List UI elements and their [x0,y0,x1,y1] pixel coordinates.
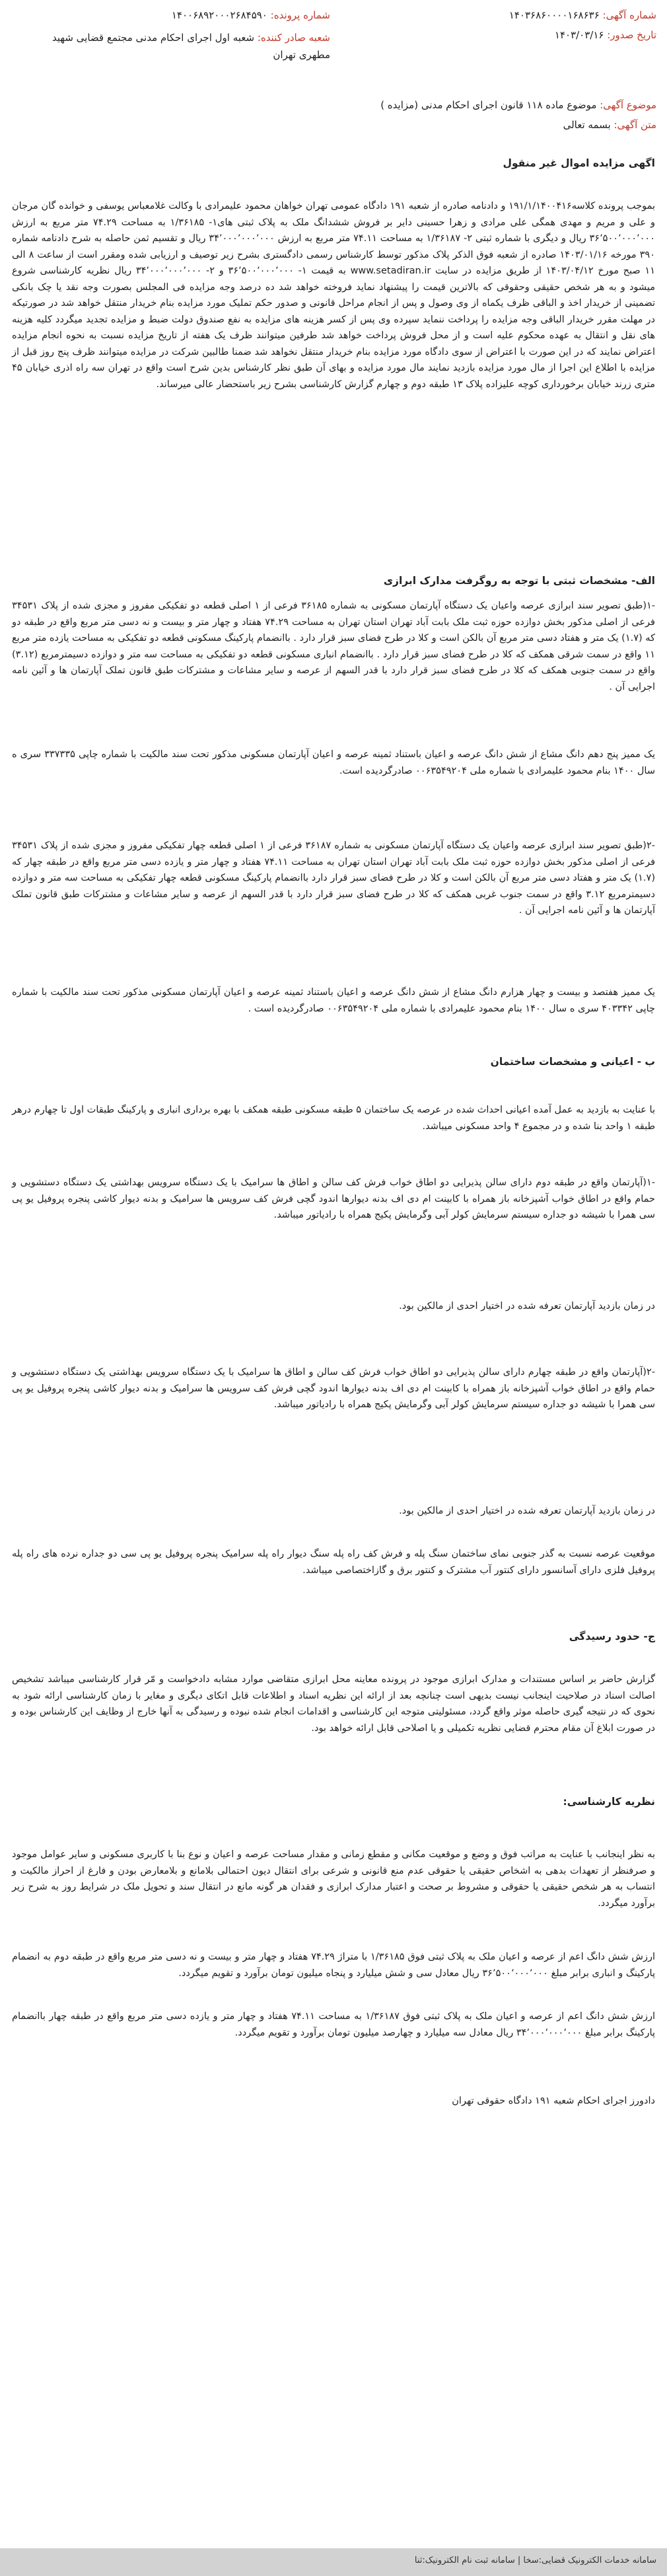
section-b-common-parts [12,1546,655,1578]
section-d-value-1-text: ارزش شش دانگ اعم از عرصه و اعیان ملک به پلاک ثبتی فوق ۱/۳۶۱۸۵ با متراژ ۷۴.۲۹ هفتاد و چهار متر و بیست و نه دسی متر مربع واقع در طبقه دوم به انضمام پارکینگ و انباری برابر مبلغ ۳۶٬۵۰۰٬۰۰۰٬۰۰۰ ریال معادل سی و شش میلیارد و پنجاه میلیون تومان برآورد و تقویم میگردد. [12,1952,655,1979]
footer-links[interactable]: سامانه خدمات الکترونیک قضایی:سخا | سامانه ثبت نام الکترونیک:ثنا [414,2556,656,2565]
notice-text-field [563,119,656,131]
auction-title: اگهی مزایده اموال غیر منقول [503,157,655,169]
signature [12,2093,655,2110]
section-b-unit-2 [12,1364,655,1413]
case-number-value: ۱۴۰۰۶۸۹۲۰۰۰۲۶۸۴۵۹۰ [171,9,267,21]
issue-date-label: تاریخ صدور: [607,29,656,41]
section-b-unit-1-visit [12,1298,655,1315]
signature-text: دادورز اجرای احکام شعبه ۱۹۱ دادگاه حقوقی تهران [452,2096,655,2106]
section-a-item-2-text: -۲(طبق تصویر سند ابرازی عرصه واعیان یک دستگاه آپارتمان مسکونی به شماره ۳۶۱۸۷ فرعی از ۱ اصلی قطعه چهار تفکیکی مفروز و مجزی شده از پلاک ۳۴۵۳۱ فرعی از اصلی مذکور بخش دوازده حوزه ثبت ملک بابت آباد تهران استان تهران به مساحت ۷۴.۱۱ هفتاد و چهار متر و یازده دسی متر مربع واقع در طبقه چهار که (۱.۷) یک متر و هفتاد دسی متر مربع آن بالکن است و کلا در طرح فضای سبز قرار دارد باانضمام پارکینگ مسکونی قطعه چهار تفکیکی به مساحت سه متر و دوازده دسیمترمربع ۳.۱۲ واقع در سمت جنوب غربی همکف که کلا در طرح فضای سبز قرار دارد با قدر السهم از عرصه و سایر مشاعات و مشترکات طبق قانون تملک آپارتمان ها و آئین نامه اجرایی آن . [12,840,655,916]
issuer-branch-field [20,29,330,63]
section-a-item-2 [12,838,655,919]
intro-text: بموجب پرونده کلاسه۱۹۱/۱/۱۴۰۰۴۱۶ و دادنامه صادره از شعبه ۱۹۱ دادگاه عمومی تهران خواهان محمود علیمرادی با وکالت غلامعباس یوسفی و خوانده گان مرجان و علی و مریم و مهدی همگی علی مرادی و زهرا حسینی دایر بر فروش ششدانگ ملک به پلاک ثبتی های۱- ۱/۳۶۱۸۵ به مساحت ۷۴.۲۹ متر مربع به ارزش ۳۶٬۵۰۰٬۰۰۰٬۰۰۰ ریال و دیگری با شماره ثبتی ۲- ۱/۳۶۱۸۷ به مساحت ۷۴.۱۱ متر مربع به ارزش ۳۴٬۰۰۰٬۰۰۰٬۰۰۰ ریال و تقسیم ثمن حاصله به شرح دادنامه شماره ۳۹۰ مورخه ۱۴۰۳/۰۱/۱۶ صادره از شعبه فوق الذکر پلاک مذکور توسط کارشناس رسمی دادگستری بشرح زیر توصیف و ارزیابی شده ومقرر است از ساعت ۸ الی ۱۱ صبح مورخ ۱۴۰۳/۰۴/۱۲ از طریق مزایده در سایت www.setadiran.ir به قیمت ۱- ۳۶٬۵۰۰٬۰۰۰٬۰۰۰ و ۲- ۳۴٬۰۰۰٬۰۰۰٬۰۰۰ ریال نظریه کارشناسی شروع میشود و به هر شخص حقیقی وحقوقی که بالاترین قیمت را پیشنهاد نماید فروخته خواهد شد ده درصد وجه مزایده فی المجلس بصورت وجه نقد یا چک بانکی تضمینی از خریدار اخذ و الباقی ظرف یکماه از وی وصول و پس از انجام مراحل قانونی و صدور حکم تملیک مورد مزایده بنام خریدار منتقل خواهد شد در صورتیکه در مهلت مقرر خریدار الباقی وجه مزایده را پرداخت ننماید سپرده وی پس از کسر هزینه های مزایده به نفع صندوق دولت ضبط و مزایده تجدید میگردد کلیه هزینه های نقل و انتقال به عهده محکوم علیه است و از محل فروش پرداخت خواهد شد طرفین میتوانند ظرف یک هفته از تاریخ مزایده نسبت به نحوه انجام مزایده اعتراض نمایند که در این صورت با اعتراض از سوی دادگاه مورد مزایده بنام خریدار منتقل نخواهد شد ضمنا طالبین شرکت در مزایده میتوانند ظرف پنج روز قبل از مزایده با اطلاع این اجرا از مال مورد مزایده بازدید نمایند مال مورد مزایده و بهای آن طبق نظر کارشناس بدین شرح است واقع در تهران سه راه اذری خیابان ۴۵ متری زرند خیابان برخورداری کوچه علیزاده پلاک ۱۳ طبقه دوم و چهارم گزارش کارشناسی بشرح زیر باستحضار عالی میرساند. [12,201,655,390]
notice-header [0,0,667,61]
section-a-item-1-text: -۱(طبق تصویر سند ابرازی عرصه واعیان یک دستگاه آپارتمان مسکونی به شماره ۳۶۱۸۵ فرعی از ۱ اصلی قطعه دو تفکیکی مفروز و مجزی شده از پلاک ۳۴۵۳۱ فرعی از اصلی مذکور بخش دوازده حوزه ثبت ملک بابت آباد تهران استان تهران به مساحت ۷۴.۲۹ هفتاد و چهار متر و بیست و نه دسی متر مربع واقع در طبقه دو که (۱.۷) یک متر و هفتاد دسی متر مربع آن بالکن است و کلا در طرح فضای سبز قرار دارد . باانضمام پارکینگ مسکونی قطعه دو تفکیکی به مساحت یازده متر مربع ۱۱ واقع در سمت شرقی همکف که کلا در طرح فضای سبز قرار دارد . باانضمام انباری مسکونی قطعه دو تفکیکی به مساحت سه متر و دوازده دسیمترمربع (۳.۱۲) واقع در سمت جنوبی همکف که کلا در طرح فضای سبز قرار دارد با قدر السهم از عرصه و سایر مشاعات و مشترکات طبق قانون تملک آپارتمان ها و آئین نامه اجرایی آن . [12,601,656,692]
section-d-value-2-text: ارزش شش دانگ اعم از عرصه و اعیان ملک به پلاک ثبتی فوق ۱/۳۶۱۸۷ به مساحت ۷۴.۱۱ هفتاد و چهار متر و یازده دسی متر مربع واقع در طبقه چهار باانضمام پارکینگ برابر مبلغ ۳۴٬۰۰۰٬۰۰۰٬۰۰۰ ریال معادل سه میلیارد و چهارصد میلیون تومان برآورد و تقویم میگردد. [12,2011,655,2038]
issue-date-value: ۱۴۰۳/۰۳/۱۶ [554,29,604,41]
notice-number-field [509,9,656,21]
notice-number-label: شماره آگهی: [602,9,656,21]
section-d-title: نظریه کارشناسی: [563,1796,655,1808]
section-b-unit-2-visit-text: در زمان بازدید آپارتمان تعرفه شده در اختیار احدی از مالکین بود. [399,1506,655,1516]
section-a-owner-1 [12,747,655,779]
section-a-title: الف- مشخصات ثبتی با توجه به روگرفت مدارک ابرازی [383,575,655,587]
notice-subject-value: موضوع ماده ۱۱۸ قانون اجرای احکام مدنی (مزایده ) [380,99,597,111]
section-b-common-parts-text: موقعیت عرصه نسبت به گذر جنوبی نمای ساختمان سنگ پله و فرش کف راه پله سنگ دیوار راه پله سرامیک پنجره پروفیل یو پی سی دو جداره نرده های راه پله پروفیل فلزی دارای آسانسور دارای کنتور آب مشترک و کنتور برق و گازاختصاصی میباشد. [12,1549,655,1576]
section-d-value-2 [12,2008,655,2041]
issuer-branch-value: شعبه اول اجرای احکام مدنی مجتمع قضایی شهید مطهری تهران [52,32,330,61]
section-a-owner-2-text: یک ممیز هفتصد و بیست و چهار هزارم دانگ مشاع از شش دانگ عرصه و اعیان باستناد ثمینه عرصه و اعیان آپارتمان مسکونی مذکور تحت سند مالکیت با شماره چاپی ۴۰۳۳۴۲ سری ه سال ۱۴۰۰ بنام محمود علیمرادی با شماره ملی ۰۰۶۳۵۴۹۲۰۴ صادرگردیده است . [12,987,655,1014]
section-b-unit-1-text: -۱(آپارتمان واقع در طبقه دوم دارای سالن پذیرایی دو اطاق خواب فرش کف سالن و اطاق ها سرامیک با یک دستگاه سرویس بهداشتی یک دستگاه دستشویی و حمام واقع در اطاق خواب آشپزخانه باز همراه با کابینت ام دی اف بدنه دیوارها اندود گچی فرش کف سرویس ها سرامیک و بدنه دیوار کاشی پنجره پروفیل یو پی سی همرا با شیشه دو جداره سیستم سرمایش کولر آبی وگرمایش پکیج همراه با رادیاتور میباشد. [12,1177,655,1220]
section-a-item-1 [12,598,655,695]
case-number-field [172,9,330,21]
notice-number-value: ۱۴۰۳۶۸۶۰۰۰۰۱۶۸۶۳۶ [509,9,600,21]
section-d-body [12,1847,655,1911]
section-b-description [12,1102,655,1134]
section-c-body-text: گزارش حاضر بر اساس مستندات و مدارک ابرازی موجود در پرونده معاینه محل ابرازی متقاضی موارد مشابه دادخواست و مّر قرار کارشناسی میباشد تشخیص اصالت اسناد در صلاحیت اینجانب نیست بدیهی است چنانچه بعد از ارائه این نظریه اسناد و اطلاعات قابل اتکای دیگری و مغایر با زمان کارشناسی ارائه شود به نحوی که در نتیجه گیری حاصله موثر واقع گردد، مسئولیتی متوجه این کارشناسی و اقدامات انجام شده نبوده و رسیدگی به آنها خارج از وظایف این کارشناس بوده و در صورت ابلاغ آن مقام محترم قضایی نظریه تکمیلی و یا اصلاحی قابل ارائه خواهد بود. [12,1674,655,1734]
section-b-description-text: با عنایت به بازدید به عمل آمده اعیانی احداث شده در عرصه یک ساختمان ۵ طبقه مسکونی طبقه همکف با بهره برداری انباری و پارکینگ طبقات اول تا چهارم درهر طبقه ۱ واحد بنا شده و در مجموع ۴ واحد مسکونی میباشد. [12,1105,655,1132]
section-d-value-1 [12,1949,655,1981]
section-b-unit-2-visit [12,1503,655,1520]
intro-paragraph [12,198,655,392]
section-c-body [12,1672,655,1736]
notice-text-label: متن آگهی: [614,119,656,131]
notice-subject-field [380,99,656,111]
section-b-unit-1-visit-text: در زمان بازدید آپارتمان تعرفه شده در اختیار احدی از مالکین بود. [399,1301,655,1311]
section-d-body-text: به نظر اینجانب با عنایت به مراتب فوق و وضع و موقعیت مکانی و مقطع زمانی و مقدار مساحت عرصه و اعیان و نوع بنا با کاربری مسکونی و سایر عوامل موجود و صرفنظر از تعهدات بدهی به اشخاص حقیقی یا حقوقی عدم منع قانونی و شرعی برای انتقال دیون احتمالی بلامانع و بلامعارض بودن و فارغ از احراز مالکیت و انتساب به هر شخص حقیقی یا حقوقی و مشروط بر صحت و اعتبار مدارک ابرازی و فقدان هر گونه مانع در انتقال سند و تحویل ملک در شرایط روز به شرح زیر برآورد میگردد. [12,1849,655,1909]
issue-date-field [555,29,656,41]
issuer-branch-label: شعبه صادر کننده: [257,32,330,44]
case-number-label: شماره پرونده: [270,9,330,21]
section-b-title: ب - اعیانی و مشخصات ساختمان [490,1056,655,1068]
section-a-owner-1-text: یک ممیز پنج دهم دانگ مشاع از شش دانگ عرصه و اعیان باستناد ثمینه عرصه و اعیان آپارتمان مسکونی مذکور تحت سند مالکیت با شماره چاپی ۳۳۷۳۳۵ سری ه سال ۱۴۰۰ بنام محمود علیمرادی با شماره ملی ۰۰۶۳۵۴۹۲۰۴ صادرگردیده است. [12,749,655,776]
section-a-owner-2 [12,984,655,1017]
section-b-unit-2-text: -۲(آپارتمان واقع در طبقه چهارم دارای سالن پذیرایی دو اطاق خواب فرش کف سالن و اطاق ها سرامیک با یک دستگاه سرویس بهداشتی یک دستگاه دستشویی و حمام واقع در اطاق خواب آشپزخانه باز همراه با کابینت ام دی اف بدنه دیوارها اندود گچی فرش کف سرویس ها سرامیک و بدنه دیوار کاشی پنجره پروفیل یو پی سی همرا با شیشه دو جداره سیستم سرمایش کولر آبی وگرمایش پکیج همراه با رادیاتور میباشد. [12,1367,655,1410]
section-c-title: ج- حدود رسیدگی [569,1631,655,1642]
footer-bar [0,2548,667,2576]
notice-text-value: بسمه تعالی [563,119,611,131]
notice-subject-label: موضوع آگهی: [600,99,656,111]
section-b-unit-1 [12,1175,655,1224]
